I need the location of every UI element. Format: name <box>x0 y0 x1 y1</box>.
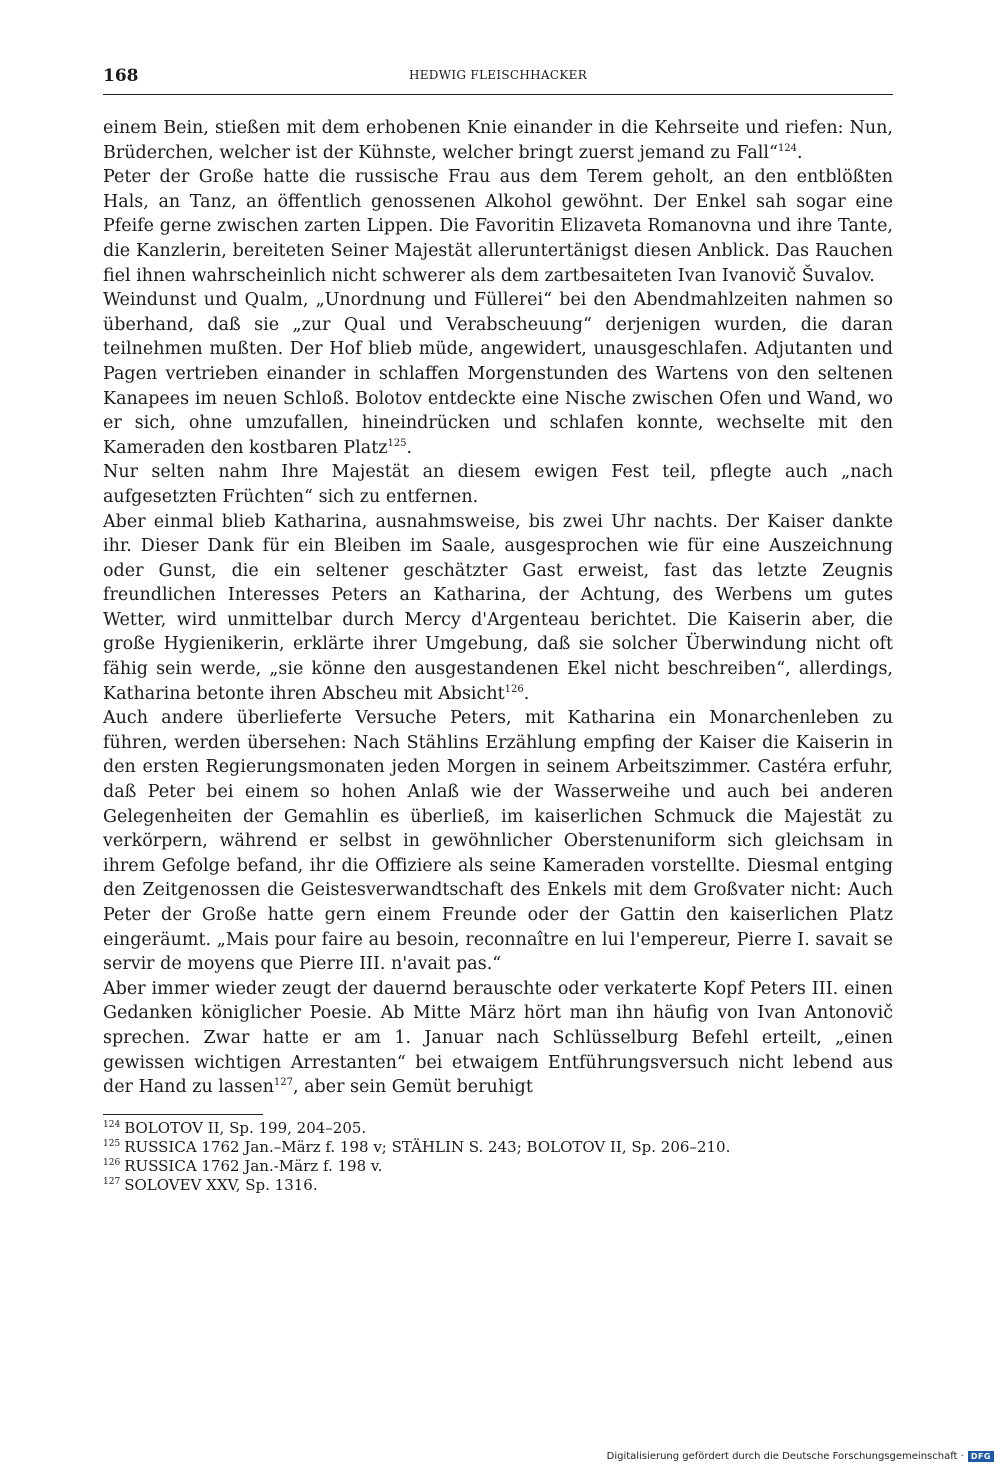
footnote-item: $^{126}$ RUSSICA 1762 Jan.-März f. 198 v. <box>103 1156 383 1175</box>
footnote-divider <box>103 1114 263 1115</box>
digitization-credit <box>607 1451 994 1462</box>
footnote-ref[interactable]: 125 <box>387 437 407 449</box>
footnote-item: $^{127}$ SOLOVEV XXV, Sp. 1316. <box>103 1175 318 1194</box>
credit-text: Digitalisierung gefördert durch die Deutsche Forschungsgemeinschaft · <box>606 1451 964 1462</box>
footnote-item: $^{124}$ BOLOTOV II, Sp. 199, 204–205. <box>103 1118 367 1137</box>
paragraph: Weindunst und Qualm, „Unordnung und Füllerei“ bei den Abendmahlzeiten nahmen so überhand, daß sie „zur Qual und Verabscheuung“ derjenigen wurden, die daran teilnehmen mußten. Der Hof blieb müde, angewidert, unausgeschlafen. Adjutanten und Pagen vertrieben einander in schlaffen Morgenstunden des Wartens von den seltenen Kanapees im neuen Schloß. Bolotov entdeckte eine Nische zwischen Ofen und Wand, wo er sich, ohne umzufallen, hineindrücken und schlafen konnte, wechselte mit den Kameraden den kostbaren Platz$^{125}$. <box>103 290 893 458</box>
dfg-logo-icon: DFG <box>968 1451 994 1462</box>
running-title: HEDWIG FLEISCHHACKER <box>408 68 588 82</box>
footnotes <box>103 1119 893 1195</box>
footnote-ref[interactable]: 124 <box>777 142 798 154</box>
page-header <box>103 66 893 95</box>
paragraph: Aber immer wieder zeugt der dauernd berauschte oder verkaterte Kopf Peters III. einen Gedanken königlicher Poesie. Ab Mitte März hört man ihn häufig von Ivan Antonovič sprechen. Zwar hatte er am 1. Januar nach Schlüsselburg Befehl erteilt, „einen gewissen wichtigen Arrestanten“ bei etwaigem Entführungsversuch nicht lebend aus der Hand zu lassen$^{127}$, aber sein Gemüt beruhigt <box>103 978 893 1098</box>
footnote-ref[interactable]: 127 <box>273 1077 293 1089</box>
paragraph: Nur selten nahm Ihre Majestät an diesem ewigen Fest teil, pflegte auch „nach aufgesetzten Früchten“ sich zu entfernen. <box>103 462 893 507</box>
paragraph: einem Bein, stießen mit dem erhobenen Knie einander in die Kehrseite und riefen: Nun, Brüderchen, welcher ist der Kühnste, welcher bringt zuerst jemand zu Fall“$^{124}$. <box>103 118 893 163</box>
document-page <box>103 66 893 1195</box>
footnote-item: $^{125}$ RUSSICA 1762 Jan.–März f. 198 v; STÄHLIN S. 243; BOLOTOV II, Sp. 206–210. <box>103 1137 731 1156</box>
body-text <box>103 116 893 1100</box>
paragraph: Peter der Große hatte die russische Frau aus dem Terem geholt, an den entblößten Hals, an Tanz, an öffentlich genossenen Alkohol gewöhnt. Der Enkel sah sogar eine Pfeife gerne zwischen zarten Lippen. Die Favoritin Elizaveta Romanovna und ihre Tante, die Kanzlerin, bereiteten Seiner Majestät alleruntertänigst diesen Anblick. Das Rauchen fiel ihnen wahrscheinlich nicht schwerer als dem zartbesaiteten Ivan Ivanovič Šuvalov. <box>103 167 893 286</box>
paragraph: Aber einmal blieb Katharina, ausnahmsweise, bis zwei Uhr nachts. Der Kaiser dankte ihr. Dieser Dank für ein Bleiben im Saale, ausgesprochen wie für eine Auszeichnung oder Gunst, die ein seltener geschätzter Gast erweist, fast das letzte Zeugnis freundlichen Interesses Peters an Katharina, der Achtung, des Werbens um gutes Wetter, wird unmittelbar durch Mercy d'Argenteau berichtet. Die Kaiserin aber, die große Hygienikerin, erklärte ihrer Umgebung, daß sie solcher Überwindung nicht oft fähig sein werde, „sie könne den ausgestandenen Ekel nicht beschreiben“, allerdings, Katharina betonte ihren Abscheu mit Absicht$^{126}$. <box>103 511 893 704</box>
paragraph: Auch andere überlieferte Versuche Peters, mit Katharina ein Monarchenleben zu führen, werden übersehen: Nach Stählins Erzählung empfing der Kaiser die Kaiserin in den ersten Regierungsmonaten jeden Morgen in seinem Arbeitszimmer. Castéra erfuhr, daß Peter bei einem so hohen Anlaß wie der Wasserweihe und auch bei anderen Gelegenheiten der Gemahlin es überließ, im kaiserlichen Schmuck die Majestät zu verkörpern, während er selbst in gewöhnlicher Oberstenuniform sich gleichsam in ihrem Gefolge befand, ihr die Offiziere als seine Kameraden vorstellte. Diesmal entging den Zeitgenossen die Geistesverwandtschaft des Enkels mit dem Großvater nicht: Auch Peter der Große hatte gern einem Freunde oder der Gattin den kaiserlichen Platz eingeräumt. „Mais pour faire au besoin, reconnaître en lui l'empereur, Pierre I. savait se servir de moyens que Pierre III. n'avait pas.“ <box>103 708 893 975</box>
page-number: 168 <box>103 66 139 86</box>
footnote-ref[interactable]: 126 <box>504 683 524 695</box>
